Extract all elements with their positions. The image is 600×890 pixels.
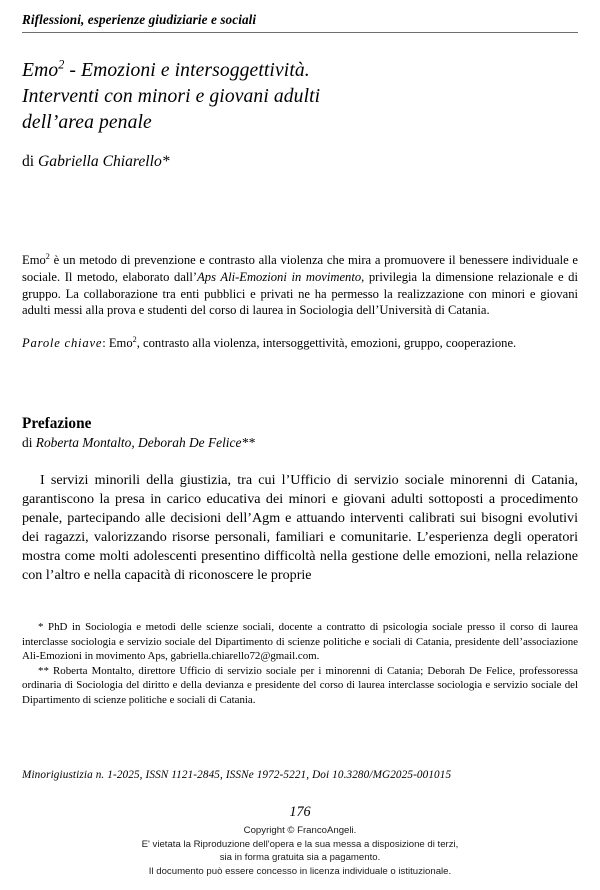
abstract-block bbox=[22, 252, 578, 352]
title-superscript-two: 2 bbox=[58, 57, 65, 72]
footnotes-block bbox=[22, 620, 578, 707]
byline-prefix: di bbox=[22, 152, 39, 170]
article-title-line3: dell’area penale bbox=[22, 111, 152, 133]
abstract-paragraph bbox=[22, 252, 578, 319]
section-byline-prefix: di bbox=[22, 435, 36, 451]
body-paragraph: I servizi minorili della giustizia, tra cui l’Ufficio di servizio sociale minorenni di Catania, garantiscono la presa in carico educativa dei minori e giovani adulti sottoposti a procedimento penale, partecipando alle decisioni dell’Agm e attuando interventi calibrati sui bisogni evolutivi dei ragazzi, valorizzando risorse personali, familiari e comunitarie. L’esperienza degli operatori mostra come molti adolescenti presentino difficoltà nella gestione delle emozioni, nella relazione con l’altro e nella capacità di riconoscere le proprie bbox=[22, 472, 578, 583]
footnote-author-two: ** Roberta Montalto, direttore Ufficio di servizio sociale per i minorenni di Catania; Deborah De Felice, professoressa ordinaria di Sociologia del diritto e della devianza e presidente del corso di laurea interclasse sociologia e servizio sociale del Dipartimento di scienze politiche e sociali di Catania. bbox=[22, 664, 578, 706]
title-line1-rest: - Emozioni e intersoggettività. bbox=[64, 60, 310, 81]
running-head bbox=[22, 12, 578, 33]
keywords-list: , contrasto alla violenza, intersoggettività, emozioni, gruppo, cooperazione. bbox=[136, 336, 517, 351]
abstract-emo-word: Emo bbox=[22, 253, 46, 267]
copyright-line-3: sia in forma gratuita sia a pagamento. bbox=[219, 852, 381, 864]
title-block bbox=[22, 58, 542, 172]
keywords-superscript-two: 2 bbox=[132, 335, 137, 345]
copyright-line-1: Copyright © FrancoAngeli. bbox=[243, 825, 357, 836]
journal-citation: Minorigiustizia n. 1-2025, ISSN 1121-2845, ISSNe 1972-5221, Doi 10.3280/MG2025-001015 bbox=[22, 769, 452, 781]
abstract-superscript-two: 2 bbox=[45, 251, 50, 261]
abstract-text-part2: , privilegia la dimensione relazionale e di gruppo. La collaborazione tra enti pubblici e privati ne ha permesso la realizzazione con minori e giovani adulti messi alla prova e studenti del corso di laurea in Sociologia dell’Università di Catania. bbox=[22, 269, 578, 318]
section-byline bbox=[22, 434, 578, 451]
abstract-text-part1: è un metodo di prevenzione e contrasto alla violenza che mira a promuovere il benessere individuale e sociale. Il metodo, elaborato dall’ bbox=[22, 253, 578, 284]
article-title-line1 bbox=[22, 57, 310, 81]
copyright-line-4: Il documento può essere concesso in licenza individuale o istituzionale. bbox=[148, 865, 452, 877]
article-title bbox=[22, 58, 542, 136]
header-divider-rule bbox=[22, 32, 578, 33]
keywords-label: Parole chiave bbox=[22, 336, 103, 351]
article-byline bbox=[22, 152, 542, 172]
page-number: 176 bbox=[289, 804, 311, 820]
keywords-paragraph bbox=[22, 335, 578, 352]
footnote-author-one: * PhD in Sociologia e metodi delle scienze sociali, docente a contratto di psicologia sociale presso il corso di laurea interclasse sociologia e servizio sociale del Dipartimento di scienze politiche e sociali di Catania, presidente dell’associazione Ali-Emozioni in movimento Aps, gabriella.chiarello72@gmail.com. bbox=[22, 621, 578, 663]
section-heading: Prefazione bbox=[22, 415, 92, 432]
copyright-line-2: E' vietata la Riproduzione dell'opera e la sua messa a disposizione di terzi, bbox=[141, 838, 459, 850]
title-emo-word: Emo bbox=[22, 60, 59, 81]
copyright-notice bbox=[0, 824, 600, 878]
article-title-line2: Interventi con minori e giovani adulti bbox=[22, 85, 321, 107]
prefazione-section-header bbox=[22, 414, 578, 452]
section-byline-authors: Roberta Montalto, Deborah De Felice** bbox=[35, 435, 255, 451]
abstract-italic-association: Aps Ali-Emozioni in movimento bbox=[197, 269, 362, 284]
running-head-text: Riflessioni, esperienze giudiziarie e sociali bbox=[22, 12, 257, 27]
keywords-separator: : Emo bbox=[102, 336, 133, 351]
byline-author-name: Gabriella Chiarello* bbox=[38, 152, 170, 170]
body-text-block bbox=[22, 471, 578, 585]
